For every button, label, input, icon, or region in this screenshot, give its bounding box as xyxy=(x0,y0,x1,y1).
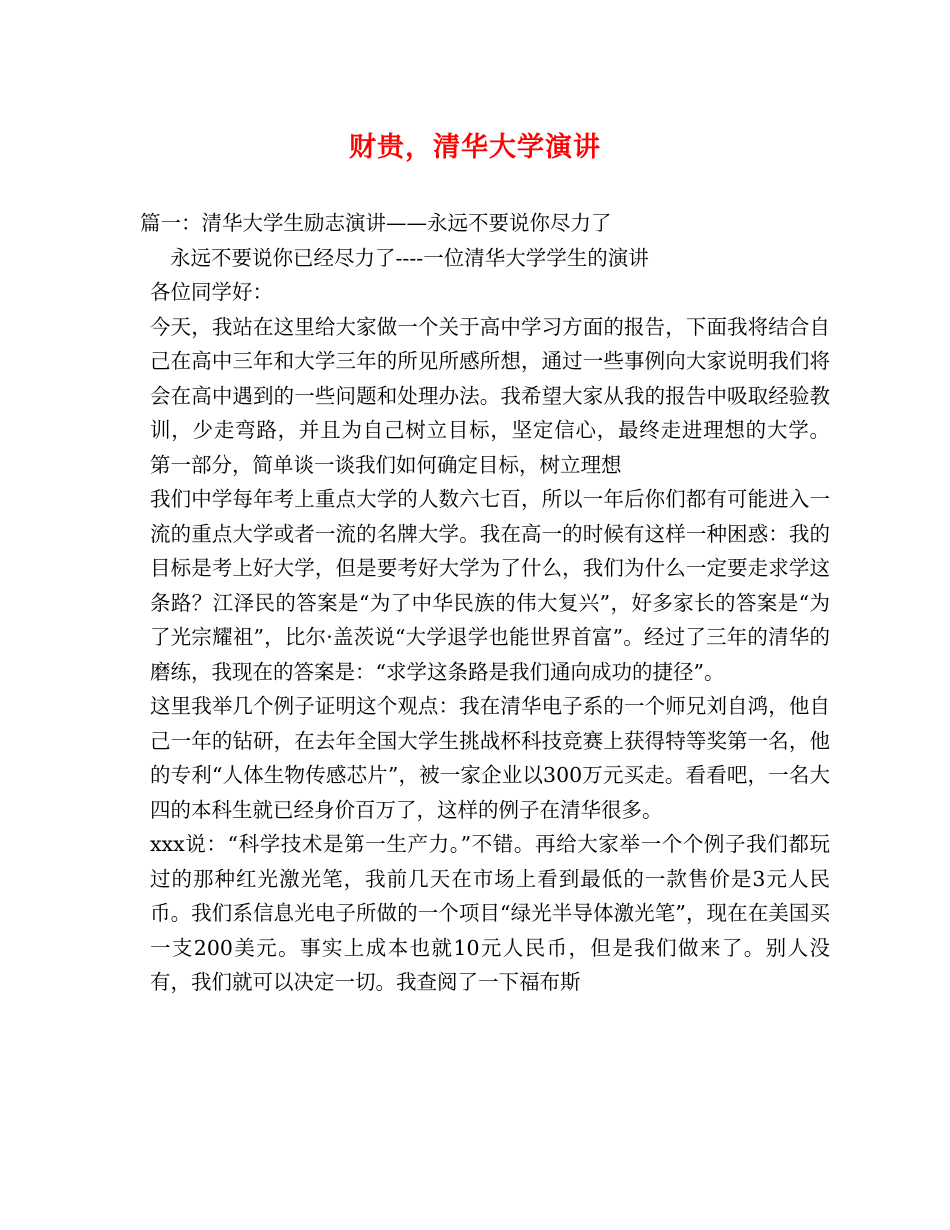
document-body xyxy=(140,206,830,1000)
paragraph: 我们中学每年考上重点大学的人数六七百，所以一年后你们都有可能进入一流的重点大学或者一流的名牌大学。我在高一的时候有这样一种困惑：我的目标是考上好大学，但是要考好大学为了什么，我们为什么一定要走求学这条路？江泽民的答案是“为了中华民族的伟大复兴”，好多家长的答案是“为了光宗耀祖”，比尔·盖茨说“大学退学也能世界首富”。经过了三年的清华的磨练，我现在的答案是：“求学这条路是我们通向成功的捷径”。 xyxy=(150,487,830,684)
paragraph: xxx说：“科学技术是第一生产力。”不错。再给大家举一个个例子我们都玩过的那种红光激光笔，我前几天在市场上看到最低的一款售价是3元人民币。我们系信息光电子所做的一个项目“绿光半导体激光笔”，现在在美国买一支200美元。事实上成本也就10元人民币，但是我们做来了。别人没有，我们就可以决定一切。我查阅了一下福布斯 xyxy=(150,832,830,994)
paragraph: 这里我举几个例子证明这个观点：我在清华电子系的一个师兄刘自鸿，他自己一年的钻研，在去年全国大学生挑战杯科技竞赛上获得特等奖第一名，他的专利“人体生物传感芯片”，被一家企业以300万元买走。看看吧，一名大四的本科生就已经身价百万了，这样的例子在清华很多。 xyxy=(150,694,830,822)
speech-subtitle: 永远不要说你已经尽力了----一位清华大学学生的演讲 xyxy=(170,245,649,270)
greeting-line: 各位同学好： xyxy=(150,280,273,304)
paragraph: 今天，我站在这里给大家做一个关于高中学习方面的报告，下面我将结合自己在高中三年和大学三年的所见所感所想，通过一些事例向大家说明我们将会在高中遇到的一些问题和处理办法。我希望大家从我的报告中吸取经验教训，少走弯路，并且为自己树立目标，坚定信心，最终走进理想的大学。 第一部分，简单谈一谈我们如何确定目标，树立理想 xyxy=(150,314,830,477)
document-title: 财贵，清华大学演讲 xyxy=(349,132,601,163)
section-heading: 篇一：清华大学生励志演讲——永远不要说你尽力了 xyxy=(140,211,612,235)
